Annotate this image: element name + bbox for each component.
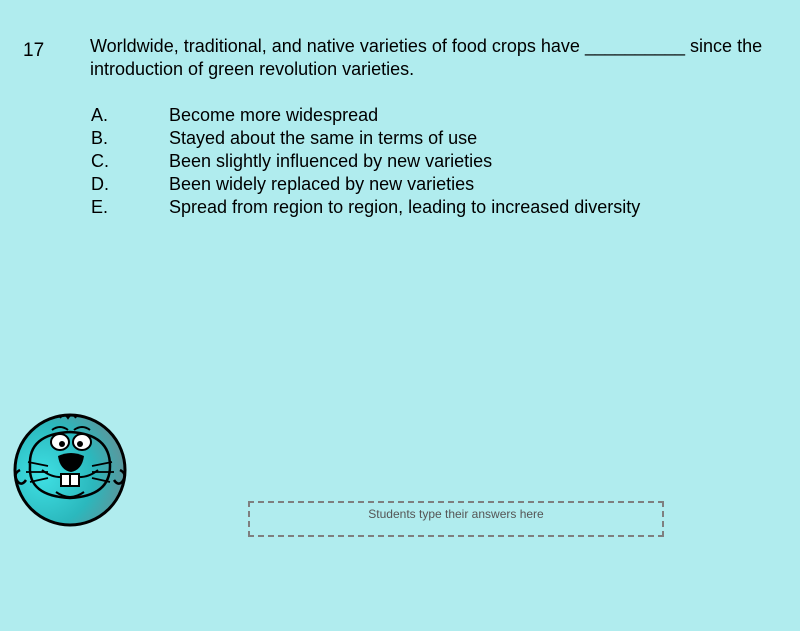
- choice-e: [90, 196, 790, 219]
- choice-text: Been slightly influenced by new varieties: [169, 151, 493, 171]
- choice-text: Spread from region to region, leading to increased diversity: [169, 197, 641, 217]
- choice-c: [90, 150, 790, 173]
- answer-input-box[interactable]: [248, 501, 664, 537]
- question-text: Worldwide, traditional, and native varieties of food crops have __________ since the introduction of green revolution varieties.: [90, 36, 763, 79]
- choice-b: [90, 127, 790, 150]
- beaver-mascot-icon: [8, 408, 132, 532]
- question-number: 17: [23, 40, 45, 61]
- choice-text: Become more widespread: [169, 105, 379, 125]
- choice-text: Been widely replaced by new varieties: [169, 174, 475, 194]
- choice-letter: D.: [91, 174, 109, 194]
- choice-letter: A.: [91, 105, 109, 125]
- choice-a: [90, 104, 790, 127]
- choice-d: [90, 173, 790, 196]
- choice-letter: B.: [91, 128, 109, 148]
- choice-letter: C.: [91, 151, 109, 171]
- choices-list: [90, 104, 790, 219]
- answer-placeholder: Students type their answers here: [368, 507, 544, 521]
- choice-letter: E.: [91, 197, 109, 217]
- choice-text: Stayed about the same in terms of use: [169, 128, 478, 148]
